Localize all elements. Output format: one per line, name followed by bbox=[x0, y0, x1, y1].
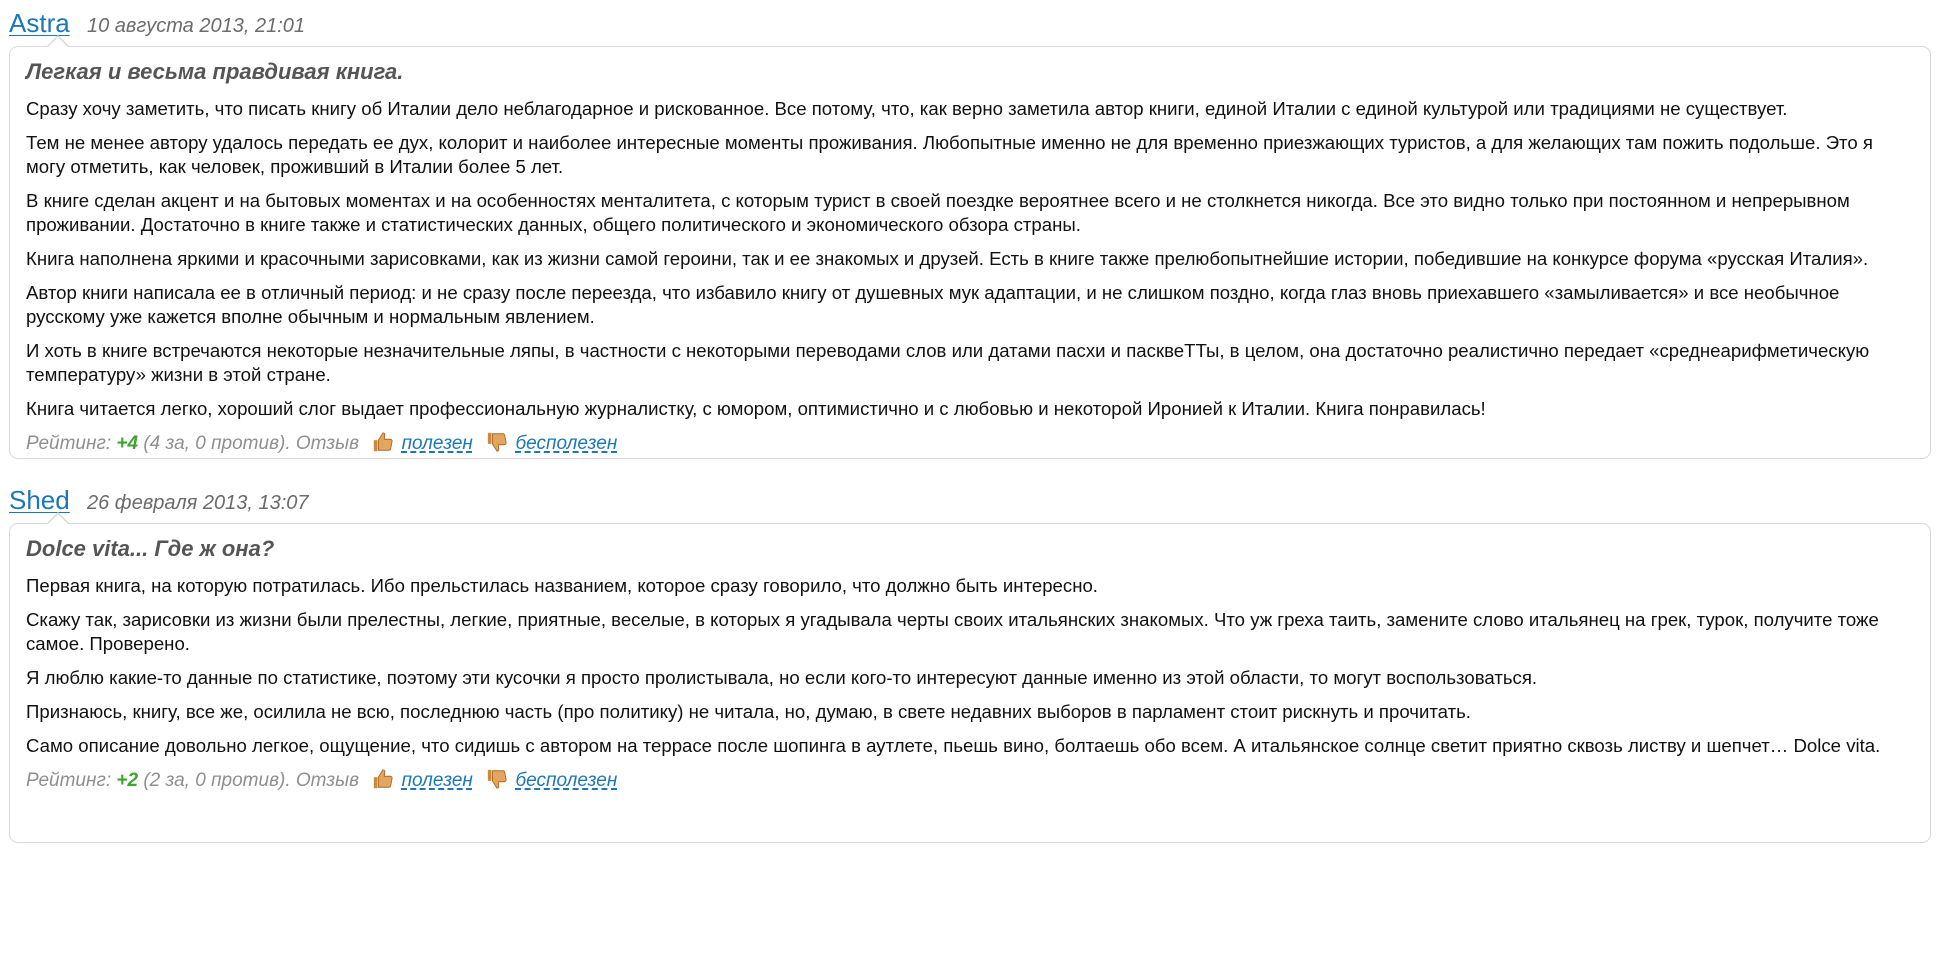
rating-label: Рейтинг: bbox=[26, 770, 112, 791]
rating-label: Рейтинг: bbox=[26, 433, 112, 454]
author-link[interactable]: Astra bbox=[9, 8, 70, 38]
rating-score: +4 bbox=[116, 433, 139, 454]
review-title: Легкая и весьма правдивая книга. bbox=[26, 59, 404, 84]
review-paragraph: Само описание довольно легкое, ощущение, что сидишь с автором на террасе после шопинга в аутлете, пьешь вино, болтаешь обо всем. А итальянское солнце светит приятно сквозь листву и шепчет… Dolce vita. bbox=[26, 735, 1881, 756]
rating-line bbox=[26, 431, 1916, 457]
review-paragraph: Первая книга, на которую потратилась. Ибо прельстилась названием, которое сразу говорило, что должно быть интересно. bbox=[26, 575, 1098, 596]
rating-details: (2 за, 0 против). Отзыв bbox=[143, 770, 359, 791]
thumbs-down-icon[interactable] bbox=[486, 431, 508, 453]
review bbox=[9, 477, 1931, 843]
useful-vote-link[interactable]: полезен bbox=[401, 433, 473, 454]
review-date: 10 августа 2013, 21:01 bbox=[87, 15, 305, 37]
author-link[interactable]: Shed bbox=[9, 485, 70, 515]
thumbs-up-icon[interactable] bbox=[372, 431, 394, 453]
review-header bbox=[9, 0, 1931, 46]
review-paragraph: Тем не менее автору удалось передать ее дух, колорит и наиболее интересные моменты проживания. Любопытные именно не для временно приезжающих туристов, а для желающих там пожить подольше. Это я могу отметить, как человек, проживший в Италии более 5 лет. bbox=[26, 132, 1873, 177]
review-paragraph: Сразу хочу заметить, что писать книгу об Италии дело неблагодарное и рискованное. Все потому, что, как верно заметила автор книги, единой Италии с единой культурой или традициями не существует. bbox=[26, 98, 1788, 119]
review-paragraph: Я люблю какие-то данные по статистике, поэтому эти кусочки я просто пролистывала, но если кого-то интересуют данные именно из этой области, то могут воспользоваться. bbox=[26, 667, 1538, 688]
rating-details: (4 за, 0 против). Отзыв bbox=[143, 433, 359, 454]
useful-vote-link[interactable]: полезен bbox=[401, 770, 473, 791]
review-body bbox=[9, 523, 1931, 843]
useless-vote-link[interactable]: бесполезен bbox=[515, 433, 618, 454]
rating-line bbox=[26, 768, 1916, 794]
thumbs-down-icon[interactable] bbox=[486, 768, 508, 790]
review bbox=[9, 0, 1931, 459]
review-body bbox=[9, 46, 1931, 459]
review-title: Dolce vita... Где ж она? bbox=[26, 536, 275, 561]
thumbs-up-icon[interactable] bbox=[372, 768, 394, 790]
rating-score: +2 bbox=[116, 770, 139, 791]
review-paragraph: Автор книги написала ее в отличный период: и не сразу после переезда, что избавило книгу от душевных мук адаптации, и не слишком поздно, когда глаз вновь приехавшего «замыливается» и все необычное русскому уже кажется вполне обычным и нормальным явлением. bbox=[26, 282, 1840, 327]
useless-vote-link[interactable]: бесполезен bbox=[515, 770, 618, 791]
review-paragraph: Книга наполнена яркими и красочными зарисовками, как из жизни самой героини, так и ее знакомых и друзей. Есть в книге также прелюбопытнейшие истории, победившие на конкурсе форума «русская Италия». bbox=[26, 248, 1869, 269]
review-paragraph: В книге сделан акцент и на бытовых моментах и на особенностях менталитета, с которым турист в своей поездке вероятнее всего и не столкнется никогда. Все это видно только при постоянном и непрерывном проживании. Достаточно в книге также и статистических данных, общего политического и экономического обзора страны. bbox=[26, 190, 1850, 235]
review-paragraph: И хоть в книге встречаются некоторые незначительные ляпы, в частности с некоторыми переводами слов или датами пасхи и пасквеТТы, в целом, она достаточно реалистично передает «среднеарифметическую температуру» жизни в этой стране. bbox=[26, 340, 1870, 385]
review-paragraph: Признаюсь, книгу, все же, осилила не всю, последнюю часть (про политику) не читала, но, думаю, в свете недавних выборов в парламент стоит рискнуть и прочитать. bbox=[26, 701, 1471, 722]
review-paragraph: Скажу так, зарисовки из жизни были прелестны, легкие, приятные, веселые, в которых я угадывала черты своих итальянских знакомых. Что уж греха таить, замените слово итальянец на грек, турок, получите тоже самое. Проверено. bbox=[26, 609, 1879, 654]
review-header bbox=[9, 477, 1931, 523]
review-date: 26 февраля 2013, 13:07 bbox=[87, 492, 309, 514]
review-paragraph: Книга читается легко, хороший слог выдает профессиональную журналистку, с юмором, оптимистично и с любовью и некоторой Иронией к Италии. Книга понравилась! bbox=[26, 398, 1486, 419]
